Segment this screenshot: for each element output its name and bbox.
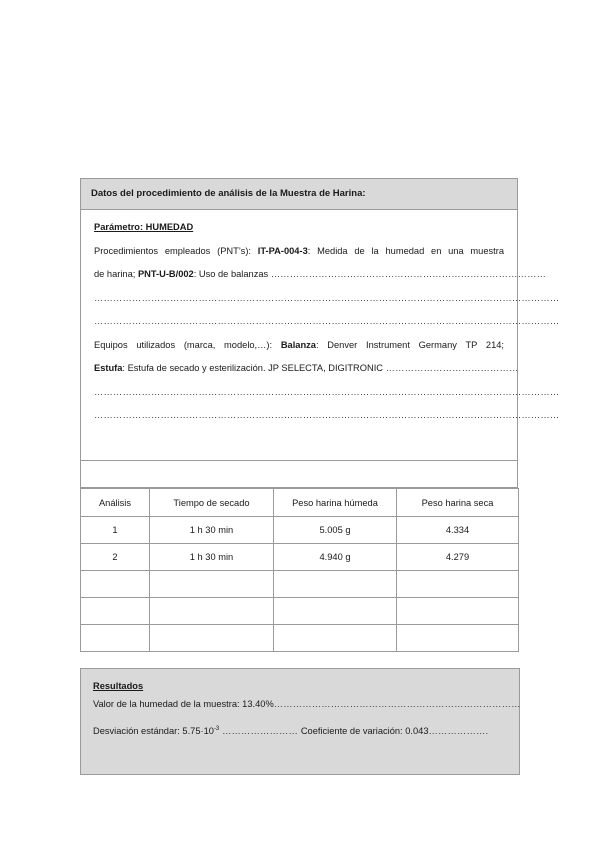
humidity-line bbox=[93, 695, 521, 713]
blank-row bbox=[80, 460, 518, 488]
procedure-text-1: : Medida de la humedad en una muestra bbox=[307, 245, 504, 256]
column-header: Análisis bbox=[81, 489, 150, 517]
equipment-label-oven: Estufa bbox=[94, 363, 123, 373]
equipment-line-1 bbox=[94, 334, 504, 358]
table-cell: 2 bbox=[81, 544, 150, 571]
dotted-line: ………………………………………………………………………………………………………………………………… bbox=[94, 386, 560, 397]
table-cell: 1 h 30 min bbox=[150, 544, 274, 571]
procedures-line-2 bbox=[94, 263, 547, 287]
column-header: Peso harina húmeda bbox=[274, 489, 397, 517]
table-cell bbox=[274, 598, 397, 625]
procedure-section bbox=[80, 178, 560, 461]
table-cell: 4.334 bbox=[397, 517, 519, 544]
table-cell bbox=[150, 571, 274, 598]
spacer bbox=[93, 713, 507, 722]
procedure-body bbox=[81, 210, 560, 428]
table-cell: 4.940 g bbox=[274, 544, 397, 571]
table-row bbox=[81, 598, 519, 625]
procedures-line-1 bbox=[94, 240, 504, 264]
table-cell bbox=[397, 625, 519, 652]
std-dev-dots: …………………… bbox=[219, 726, 301, 736]
parameter-title: Parámetro: HUMEDAD bbox=[94, 222, 194, 232]
stats-line bbox=[93, 722, 507, 740]
results-table bbox=[80, 488, 519, 652]
procedure-text-3: : Uso de balanzas bbox=[193, 269, 271, 279]
equipment-line-2 bbox=[94, 357, 519, 381]
results-title: Resultados bbox=[93, 681, 144, 691]
table-cell bbox=[81, 598, 150, 625]
column-header: Peso harina seca bbox=[397, 489, 519, 517]
std-dev-value: Desviación estándar: 5.75·10 bbox=[93, 726, 214, 736]
equipment-dots: …………………………………… bbox=[385, 363, 519, 373]
table-cell: 4.279 bbox=[397, 544, 519, 571]
humidity-dots: …………………………………………………………………… bbox=[273, 699, 521, 709]
table-cell bbox=[274, 625, 397, 652]
humidity-value: Valor de la humedad de la muestra: 13.40% bbox=[93, 699, 274, 709]
dotted-line: ………………………………………………………………………………………………………………………………… bbox=[94, 316, 560, 326]
equipment-label-balance: Balanza bbox=[280, 339, 316, 350]
column-header: Tiempo de secado bbox=[150, 489, 274, 517]
table-cell: 1 bbox=[81, 517, 150, 544]
table-cell bbox=[81, 571, 150, 598]
procedure-text-2: de harina; bbox=[94, 269, 138, 279]
equipment-intro: Equipos utilizados (marca, modelo,…): bbox=[94, 339, 281, 350]
procedure-header: Datos del procedimiento de análisis de la Muestra de Harina: bbox=[81, 179, 517, 210]
table-cell: 5.005 g bbox=[274, 517, 397, 544]
procedure-code-2: PNT-U-B/002 bbox=[137, 269, 194, 279]
cv-dots: ………………. bbox=[428, 726, 489, 736]
dotted-line: ………………………………………………………………………………………………………………………………… bbox=[94, 410, 560, 420]
table-cell bbox=[81, 625, 150, 652]
table-cell bbox=[397, 598, 519, 625]
table-row bbox=[81, 544, 519, 571]
procedure-code-1: IT-PA-004-3 bbox=[257, 245, 308, 256]
table-row bbox=[81, 571, 519, 598]
table-row bbox=[81, 517, 519, 544]
cv-value: Coeficiente de variación: 0.043 bbox=[300, 726, 429, 736]
procedure-dots: …………………………………………………………………………… bbox=[270, 269, 547, 279]
parameter-line bbox=[94, 216, 504, 240]
results-section bbox=[80, 668, 520, 775]
table-cell bbox=[397, 571, 519, 598]
procedures-intro: Procedimientos empleados (PNT’s): bbox=[94, 245, 258, 256]
table-cell bbox=[150, 625, 274, 652]
std-dev-exponent: -3 bbox=[213, 725, 220, 732]
dotted-line: ………………………………………………………………………………………………………………………………… bbox=[94, 292, 560, 303]
table-cell: 1 h 30 min bbox=[150, 517, 274, 544]
equipment-text-oven: : Estufa de secado y esterilización. JP SELECTA, DIGITRONIC bbox=[122, 363, 386, 373]
table-row bbox=[81, 625, 519, 652]
table-header-row bbox=[81, 489, 519, 517]
table-cell bbox=[150, 598, 274, 625]
table-cell bbox=[274, 571, 397, 598]
equipment-text-balance: : Denver Instrument Germany TP 214; bbox=[315, 339, 504, 350]
